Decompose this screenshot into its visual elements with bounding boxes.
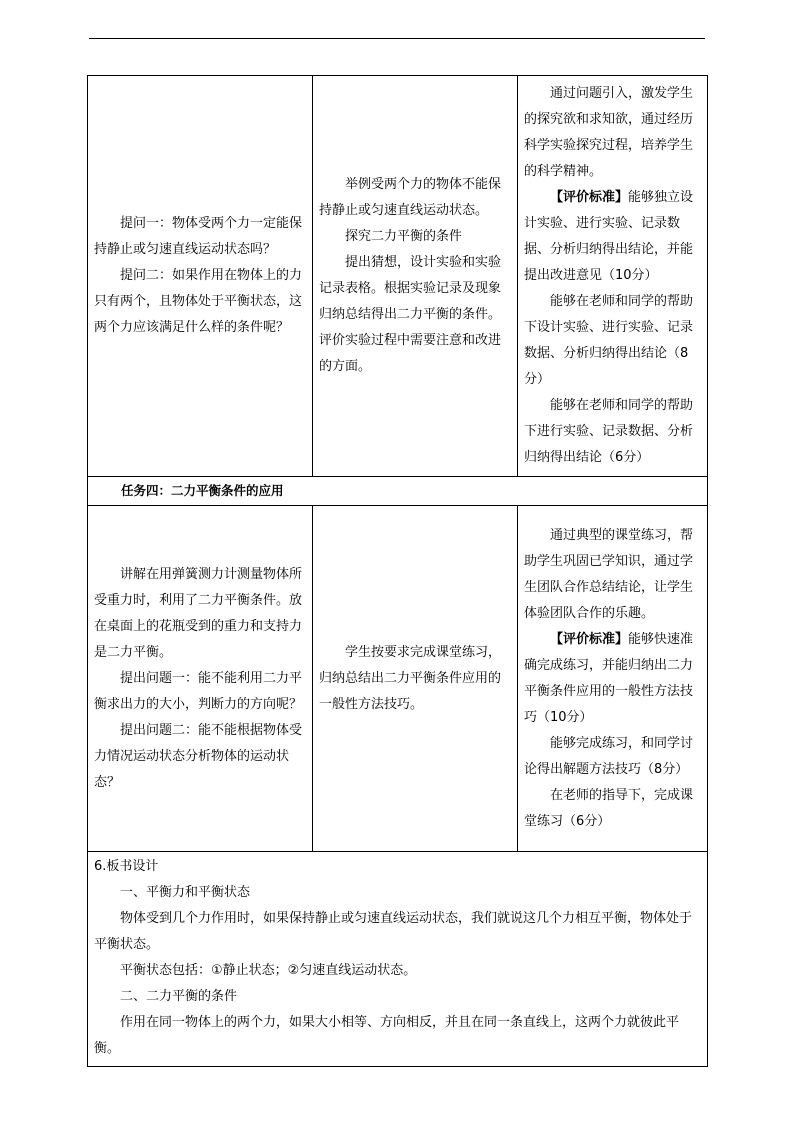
header-rule — [89, 38, 705, 39]
criteria-level-3: 能够在老师和同学的帮助下进行实验、记录数据、分析归纳得出结论（6分） — [524, 398, 694, 465]
student-activity-2: 探究二力平衡的条件 — [345, 229, 463, 244]
row-board-design — [88, 852, 708, 1067]
row-task3-content — [88, 76, 708, 477]
board-line-5: 作用在同一物体上的两个力，如果大小相等、方向相反，并且在同一条直线上，这两个力就彼此平衡。 — [94, 1015, 680, 1056]
task4-title: 任务四：二力平衡条件的应用 — [121, 483, 284, 498]
student-activity-cell — [313, 76, 518, 477]
board-line-1: 一、平衡力和平衡状态 — [120, 885, 251, 900]
teacher-activity-cell — [88, 76, 313, 477]
teacher-question-4: 提出问题二：能不能根据物体受力情况运动状态分析物体的运动状态？ — [94, 722, 303, 790]
task4-title-cell — [88, 477, 708, 506]
row-task4-header — [88, 477, 708, 506]
student-activity-1: 举例受两个力的物体不能保持静止或匀速直线运动状态。 — [319, 177, 502, 218]
student-activity-3: 提出猜想，设计实验和实验记录表格。根据实验记录及现象归纳总结得出二力平衡的条件。评价实验过程中需要注意和改进的方面。 — [319, 255, 502, 374]
criteria-label: 【评价标准】 — [550, 190, 629, 205]
criteria-text-2: 能够快速准确完成练习，并能归纳出二力平衡条件应用的一般性方法技巧（10分） — [524, 631, 694, 725]
teacher-explain: 讲解在用弹簧测力计测量物体所受重力时，利用了二力平衡条件。放在桌面上的花瓶受到的重力和支持力是二力平衡。 — [94, 566, 303, 660]
board-line-4: 二、二力平衡的条件 — [120, 989, 238, 1004]
design-intent: 通过问题引入，激发学生的探究欲和求知欲，通过经历科学实验探究过程，培养学生的科学精神。 — [524, 86, 694, 179]
design-intent-2: 通过典型的课堂练习，帮助学生巩固已学知识，通过学生团队合作总结结论，让学生体验团队合作的乐趣。 — [524, 527, 694, 621]
design-intent-cell — [518, 76, 708, 477]
student-activity-cell-2 — [313, 506, 518, 852]
criteria-level-3b: 在老师的指导下，完成课堂练习（6分） — [524, 787, 694, 829]
evaluation-criteria-2 — [524, 627, 701, 731]
teacher-question-2: 提问二：如果作用在物体上的力只有两个，且物体处于平衡状态，这两个力应该满足什么样的条件呢？ — [94, 268, 303, 335]
student-activity-4: 学生按要求完成课堂练习，归纳总结出二力平衡条件应用的一般性方法技巧。 — [319, 644, 502, 712]
teacher-activity-cell-2 — [88, 506, 313, 852]
evaluation-criteria — [524, 185, 701, 289]
row-task4-content — [88, 506, 708, 852]
criteria-level-2: 能够在老师和同学的帮助下设计实验、进行实验、记录数据、分析归纳得出结论（8分） — [524, 294, 694, 387]
board-title: 6.板书设计 — [94, 859, 159, 874]
board-line-2: 物体受到几个力作用时，如果保持静止或匀速直线运动状态，我们就说这几个力相互平衡，物体处于平衡状态。 — [94, 911, 693, 952]
lesson-plan-table — [87, 75, 708, 1067]
design-intent-cell-2 — [518, 506, 708, 852]
board-line-3: 平衡状态包括：①静止状态；②匀速直线运动状态。 — [120, 963, 417, 978]
board-design-cell — [88, 852, 708, 1067]
criteria-label-2: 【评价标准】 — [550, 631, 629, 647]
teacher-question-1: 提问一：物体受两个力一定能保持静止或匀速直线运动状态吗？ — [94, 216, 303, 257]
criteria-level-2b: 能够完成练习，和同学讨论得出解题方法技巧（8分） — [524, 735, 694, 777]
teacher-question-3: 提出问题一：能不能利用二力平衡求出力的大小，判断力的方向呢？ — [94, 670, 303, 712]
criteria-text: 能够独立设计实验、进行实验、记录数据、分析归纳得出结论，并能提出改进意见（10分） — [524, 190, 694, 283]
